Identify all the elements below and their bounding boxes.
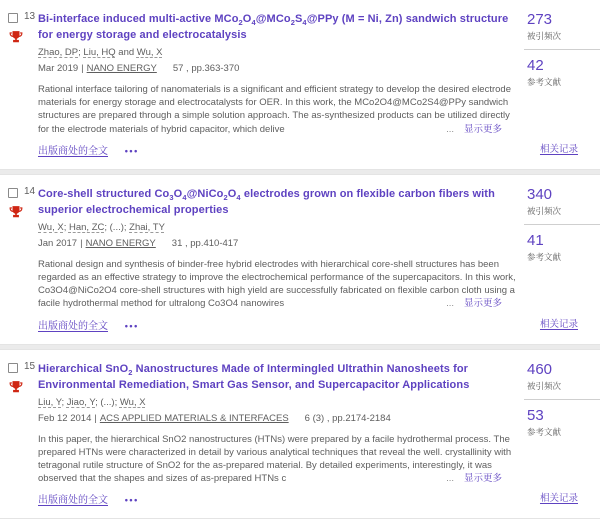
author-separator: ; [123,221,130,233]
more-options-button[interactable]: ••• [124,320,139,331]
highly-cited-trophy-icon [9,205,23,219]
record-main [38,186,522,332]
author-link[interactable]: Liu, HQ [83,47,116,58]
source-line [38,238,522,249]
abstract-snippet: Rational interface tailoring of nanomaterials is a significant and efficient strategy to develop the desired electrode materials for energy storage and electrocatalysts for OER. In this work, the MCo2O4@MCo2S4@PPy sandwich structures are prepared through a simple solution approach. The as-synthesized products can be utilized directly for the electrode materials of hybrid capacitor, which delive [38,84,511,135]
more-options-button[interactable]: ••• [124,145,139,156]
source-line [38,63,522,74]
more-options-button[interactable]: ••• [124,495,139,506]
publication-date: Mar 2019 [38,63,79,74]
record-checkbox[interactable] [8,188,18,198]
citation-column [524,11,600,88]
search-result-record [0,0,600,170]
times-cited-block [524,11,600,50]
author-link[interactable]: Wu, X [38,221,64,233]
related-records-link[interactable]: 相关记录 [539,493,578,505]
times-cited-count[interactable]: 460 [527,360,553,378]
author-separator: ; [95,396,101,408]
paper-title-link[interactable]: Hierarchical SnO$_2$ Nanostructures Made of Intermingled Ultrathin Nanosheets for Environmental Remediation, Smart Gas Sensor, and Supercapacitor Applications [38,362,470,391]
authors-line [38,397,522,408]
truncation-dots: ... [446,298,454,310]
authors-line [38,47,522,58]
fulltext-row [38,317,522,332]
fulltext-row [38,142,522,157]
abstract-text [38,433,522,486]
abstract-text [38,83,522,136]
author-separator: ; [61,396,67,408]
full-text-at-publisher-link[interactable]: 出版商处的全文 [38,495,108,507]
pipe-separator: | [81,63,84,74]
fulltext-row [38,491,522,506]
reference-count[interactable]: 41 [527,231,544,249]
search-result-record [0,349,600,519]
source-line [38,413,522,424]
abstract-snippet: In this paper, the hierarchical SnO2 nanostructures (HTNs) were prepared by a facile hydrothermal process. The prepared HTNs were characterized in detail by various analytical techniques that reveal the well. crystallinity with tetragonal rutile structure of SnO2 for the as-prepared material. By detailed experiments, interestingly, it was observed that the shapes and sizes of as-prepared HTNs c [38,433,512,485]
author-link[interactable]: Zhao, DP [38,47,79,58]
author-separator: ; [114,396,120,408]
times-cited-count[interactable]: 340 [527,185,553,203]
times-cited-label: 被引频次 [527,205,562,216]
author-link[interactable]: Han, ZC [68,221,105,233]
paper-title-link[interactable]: Core-shell structured $Co_3O_4@NiCo_2O_4$ electrodes grown on flexible carbon fibers with superior electrochemical properties [38,187,495,216]
reference-count[interactable]: 53 [527,406,544,424]
record-checkbox[interactable] [8,363,18,373]
truncation-dots: ... [446,473,454,485]
times-cited-count[interactable]: 273 [527,11,553,28]
publication-date: Jan 2017 [38,237,78,249]
abstract-truncation [438,123,502,136]
references-label: 参考文献 [527,77,562,87]
show-more-link[interactable]: 显示更多 [463,123,502,135]
author-separator: and [115,47,137,58]
record-main [38,11,522,157]
references-block [524,400,600,438]
author-separator: (...) [100,396,115,408]
full-text-at-publisher-link[interactable]: 出版商处的全文 [38,145,108,157]
record-main [38,361,522,507]
volume-pages: 31 , pp.410-417 [171,237,239,249]
citation-column [524,186,600,263]
publication-date: Feb 12 2014 [38,412,92,424]
highly-cited-trophy-icon [9,380,23,394]
references-label: 参考文献 [527,426,562,437]
references-block [524,225,600,263]
volume-pages: 6 (3) , pp.2174-2184 [304,412,391,424]
author-separator: ; [78,47,84,58]
references-label: 参考文献 [527,251,562,262]
author-link[interactable]: Zhai, TY [129,221,165,233]
search-result-record [0,174,600,345]
show-more-link[interactable]: 显示更多 [463,298,502,310]
record-number: 15 [24,360,36,372]
author-separator: ; [63,221,69,233]
author-link[interactable]: Liu, Y [38,396,62,408]
pipe-separator: | [80,237,83,249]
author-separator: (...) [109,221,124,233]
times-cited-label: 被引频次 [527,31,562,41]
full-text-at-publisher-link[interactable]: 出版商处的全文 [38,320,108,332]
record-number: 14 [24,185,36,197]
journal-link[interactable]: NANO ENERGY [85,237,156,249]
reference-count[interactable]: 42 [527,57,544,74]
show-more-link[interactable]: 显示更多 [463,473,502,485]
truncation-dots: ... [446,123,454,135]
author-link[interactable]: Wu, X [136,47,163,58]
related-records-link[interactable]: 相关记录 [539,143,578,155]
times-cited-label: 被引频次 [527,380,562,391]
volume-pages: 57 , pp.363-370 [172,63,240,74]
times-cited-block [524,186,600,225]
record-checkbox[interactable] [8,13,18,23]
abstract-text [38,258,522,311]
citation-column [524,361,600,438]
journal-link[interactable]: NANO ENERGY [86,63,157,74]
paper-title-link[interactable]: Bi-interface induced multi-active $MCo_2O_4@MCo_2S_4@PPy$ (M = Ni, Zn) sandwich structure for energy storage and electrocatalysis [38,13,509,41]
author-link[interactable]: Wu, X [119,396,146,408]
abstract-truncation [438,472,502,485]
related-records-link[interactable]: 相关记录 [539,318,578,330]
author-link[interactable]: Jiao, Y [66,396,96,408]
journal-link[interactable]: ACS APPLIED MATERIALS & INTERFACES [99,412,289,424]
pipe-separator: | [94,412,97,424]
authors-line [38,222,522,233]
abstract-snippet: Rational design and synthesis of binder-free hybrid electrodes with hierarchical core-shell structures has been regarded as an effective strategy to improve the electrochemical performance of the supercapacitors. In this work, Co3O4@NiCo2O4 core-shell structures with high yield are successfully fabricated on flexible carbon cloth using a facile hydrothermal method for ultralong Co3O4 nanowires [38,258,516,310]
record-number: 13 [24,11,36,22]
references-block [524,50,600,88]
times-cited-block [524,361,600,400]
abstract-truncation [438,297,502,310]
author-separator: ; [104,221,110,233]
highly-cited-trophy-icon [9,30,23,44]
